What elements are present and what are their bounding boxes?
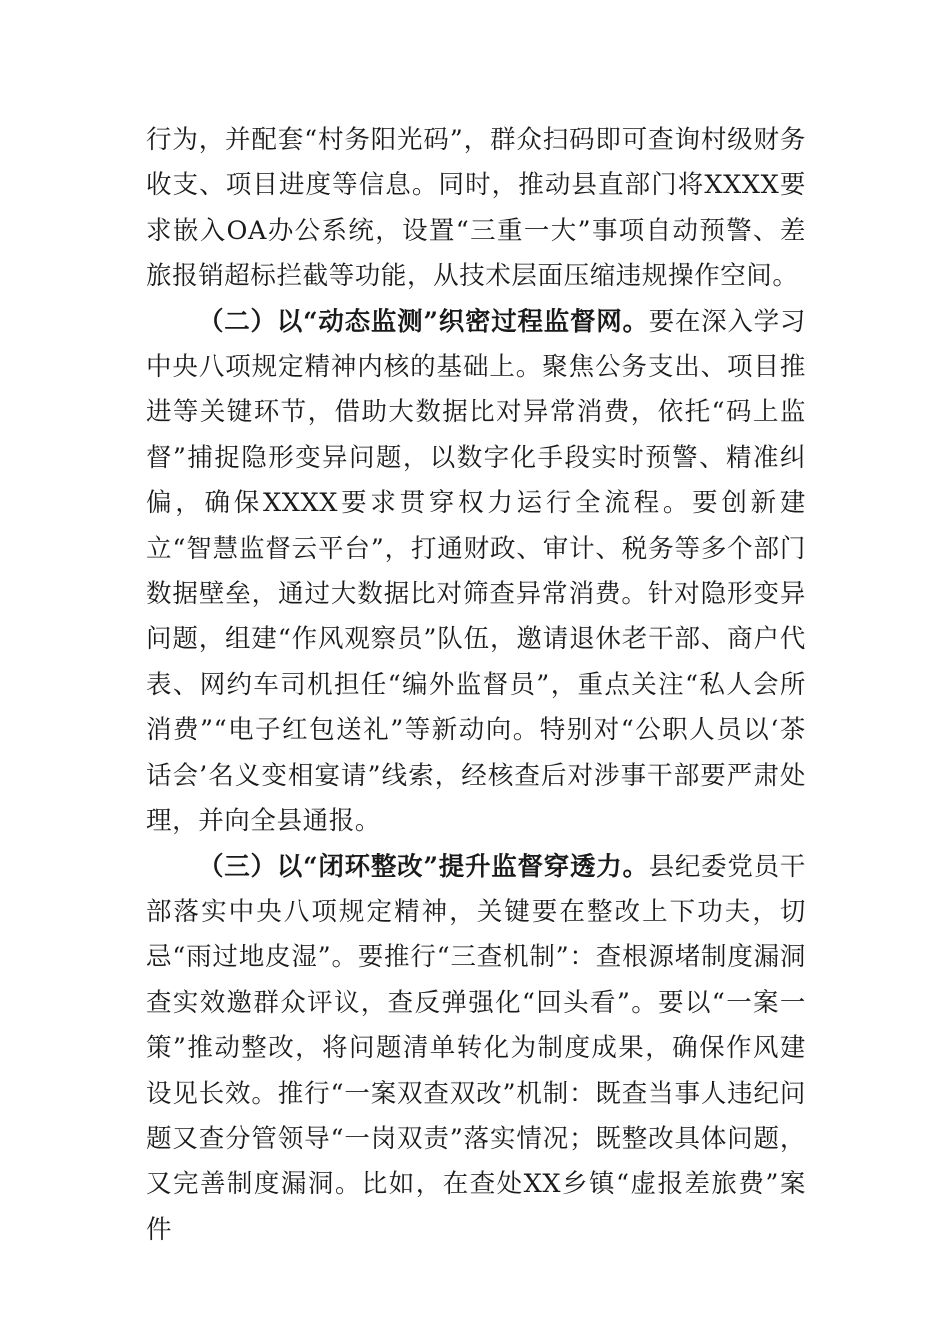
document-body xyxy=(146,118,806,1253)
paragraph-text: 要在深入学习中央八项规定精神内核的基础上。聚焦公务支出、项目推进等关键环节，借助大数据比对异常消费，依托“码上监督”捕捉隐形变异问题，以数字化手段实时预警、精准纠偏，确保XXXX要求贯穿权力运行全流程。要创新建立“智慧监督云平台”，打通财政、审计、税务等多个部门数据壁垒，通过大数据比对筛查异常消费。针对隐形变异问题，组建“作风观察员”队伍，邀请退休老干部、商户代表、网约车司机担任“编外监督员”，重点关注“私人会所消费”“电子红包送礼”等新动向。特别对“公职人员以‘茶话会’名义变相宴请”线索，经核查后对涉事干部要严肃处理，并向全县通报。 xyxy=(146,306,806,837)
paragraph-section-2 xyxy=(146,300,806,845)
paragraph-continuation xyxy=(146,118,806,300)
section-heading: （二）以“动态监测”织密过程监督网。 xyxy=(198,306,649,337)
paragraph-text: 行为，并配套“村务阳光码”，群众扫码即可查询村级财务收支、项目进度等信息。同时，推动县直部门将XXXX要求嵌入OA办公系统，设置“三重一大”事项自动预警、差旅报销超标拦截等功能，从技术层面压缩违规操作空间。 xyxy=(146,125,806,292)
paragraph-section-3 xyxy=(146,845,806,1254)
section-heading: （三）以“闭环整改”提升监督穿透力。 xyxy=(198,851,649,882)
paragraph-text: 县纪委党员干部落实中央八项规定精神，关键要在整改上下功夫，切忌“雨过地皮湿”。要推行“三查机制”：查根源堵制度漏洞查实效邀群众评议，查反弹强化“回头看”。要以“一案一策”推动整改，将问题清单转化为制度成果，确保作风建设见长效。推行“一案双查双改”机制：既查当事人违纪问题又查分管领导“一岗双责”落实情况；既整改具体问题，又完善制度漏洞。比如，在查处XX乡镇“虚报差旅费”案件 xyxy=(146,851,806,1245)
